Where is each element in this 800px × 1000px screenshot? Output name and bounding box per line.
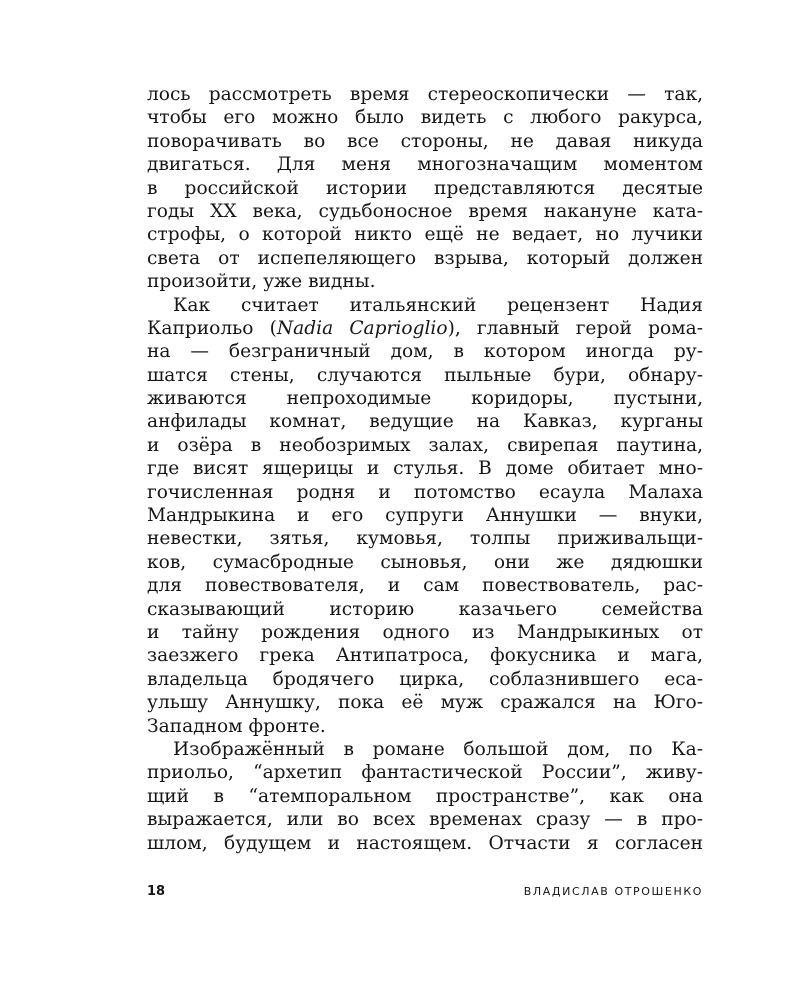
text-line: выражается, или во всех временах сразу — в про- (147, 809, 703, 831)
page-number: 18 (147, 884, 166, 899)
text-line: заезжего грека Антипатроса, фокусника и мага, (147, 645, 703, 667)
text-line: владельца бродячего цирка, соблазнившего еса- (147, 668, 703, 690)
text-line: поворачивать во все стороны, не давая никуда (147, 130, 703, 152)
text-line: Западном фронте. (147, 715, 326, 737)
text-line: приольо, “архетип фантастической России”, живу- (147, 762, 703, 784)
text-line: Изображённый в романе большой дом, по Ка- (173, 738, 703, 760)
text-line: света от испепеляющего взрыва, который должен (147, 247, 703, 269)
text-line: гочисленная родня и потомство есаула Малаха (147, 481, 703, 503)
text-line: на — безграничный дом, в котором иногда ру- (147, 341, 703, 363)
text-line: годы XX века, судьбоносное время накануне ката- (147, 200, 703, 222)
text-line: и тайну рождения одного из Мандрыкиных от (147, 621, 703, 643)
text-line: ков, сумасбродные сыновья, они же дядюшки (147, 551, 703, 573)
text-line: лось рассмотреть время стереоскопически — так, (147, 84, 703, 105)
text-line: анфилады комнат, ведущие на Кавказ, курганы (147, 411, 703, 433)
text-line: строфы, о которой никто ещё не ведает, но лучики (147, 224, 703, 246)
text-line: Мандрыкина и его супруги Аннушки — внуки, (147, 505, 703, 527)
text-line: произойти, уже видны. (147, 271, 376, 293)
text-line: шатся стены, случаются пыльные бури, обнару- (147, 364, 703, 386)
text-line: в российской истории представляются десятые (147, 177, 703, 199)
body-text (147, 83, 703, 855)
text-line: щий в “атемпоральном пространстве”, как она (147, 785, 703, 807)
text-line: Как считает итальянский рецензент Надия (173, 294, 703, 316)
text-line: двигаться. Для меня многозначащим моментом (147, 154, 703, 176)
text-line: шлом, будущем и настоящем. Отчасти я согласен (147, 832, 703, 854)
text-line: сказывающий историю казачьего семейства (147, 598, 703, 620)
text-line: живаются непроходимые коридоры, пустыни, (147, 388, 703, 410)
text-line: где висят ящерицы и стулья. В доме обитает мно- (147, 458, 703, 480)
text-line: невестки, зятья, кумовья, толпы приживальщи- (147, 528, 703, 550)
text-line: чтобы его можно было видеть с любого ракурса, (147, 107, 703, 129)
running-head: ВЛАДИСЛАВ ОТРОШЕНКО (523, 885, 703, 898)
page-footer (147, 884, 703, 900)
text-line: и озёра в необозримых залах, свирепая паутина, (147, 434, 703, 456)
text-line: для повествователя, и сам повествователь, рас- (147, 575, 703, 597)
text-line: Каприольо (Nadia Caprioglio), главный герой рома- (147, 317, 703, 339)
text-line: ульшу Аннушку, пока её муж сражался на Юго- (147, 692, 703, 714)
